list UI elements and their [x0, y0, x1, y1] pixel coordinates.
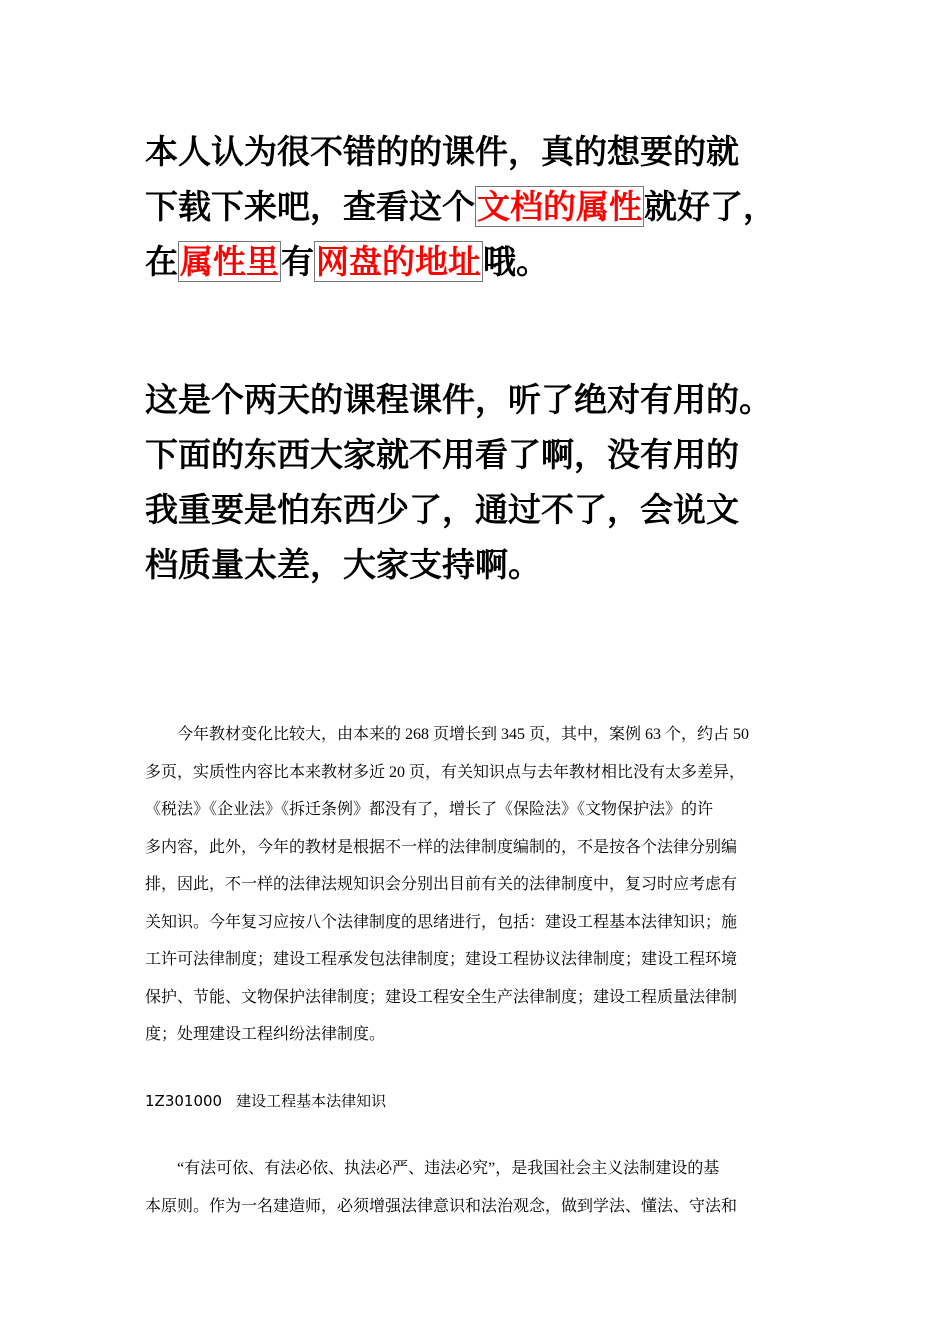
- paragraph-line: 工许可法律制度；建设工程承发包法律制度；建设工程协议法律制度；建设工程环境: [145, 951, 738, 968]
- section-code: 1Z301000: [145, 1092, 223, 1110]
- paragraph-line: 关知识。今年复习应按八个法律制度的思绪进行，包括：建设工程基本法律知识；施: [145, 913, 738, 931]
- paragraph-line: 多内容，此外，今年的教材是根据不一样的法律制度编制的，不是按各个法律分别编: [145, 838, 738, 856]
- intro-line-3: [145, 234, 845, 289]
- intro-line-3-text-a: 在: [145, 242, 178, 281]
- intro-line-3-text-c: 哦。: [483, 242, 549, 281]
- paragraph-line: 排，因此，不一样的法律法规知识会分别出目前有关的法律制度中，复习时应考虑有: [145, 876, 738, 893]
- paragraph-line: 今年教材变化比较大，由本来的 268 页增长到 345 页，其中，案例 63 个，约占 50: [177, 726, 750, 743]
- paragraph-line: “有法可依、有法必依、执法必严、违法必究”，是我国社会主义法制建设的基: [177, 1160, 720, 1177]
- intro-line-3-text-b: 有: [281, 242, 314, 281]
- section-heading: [145, 1090, 386, 1112]
- notice-line: 下面的东西大家就不用看了啊，没有用的: [145, 435, 739, 474]
- intro-line-2-text-b: 就好了，: [644, 187, 776, 226]
- course-notice: [145, 372, 845, 592]
- intro-line-2: [145, 179, 845, 234]
- paragraph-line: 保护、节能、文物保护法律制度；建设工程安全生产法律制度；建设工程质量法律制: [145, 988, 738, 1006]
- intro-line-2-text-a: 下载下来吧，查看这个: [145, 187, 475, 226]
- notice-line: 档质量太差，大家支持啊。: [145, 545, 541, 584]
- highlight-document-properties: 文档的属性: [477, 187, 642, 226]
- section-title: 建设工程基本法律知识: [236, 1092, 387, 1110]
- paragraph-line: 度；处理建设工程纠纷法律制度。: [145, 1026, 386, 1043]
- notice-line: 这是个两天的课程课件，听了绝对有用的。: [145, 380, 772, 419]
- intro-line-1: 本人认为很不错的的课件，真的想要的就: [145, 132, 739, 171]
- intro-notice: [145, 124, 845, 289]
- legal-principle-paragraph: [145, 1150, 810, 1225]
- highlight-in-properties: 属性里: [180, 242, 279, 281]
- paragraph-line: 多页，实质性内容比本来教材多近 20 页，有关知识点与去年教材相比没有太多差异，: [145, 763, 746, 781]
- textbook-changes-paragraph: [145, 716, 810, 1054]
- highlight-netdisk-address: 网盘的地址: [316, 242, 481, 281]
- paragraph-line: 《税法》《企业法》《拆迁条例》都没有了，增长了《保险法》《文物保护法》的许: [145, 801, 714, 818]
- notice-line: 我重要是怕东西少了，通过不了，会说文: [145, 490, 739, 529]
- paragraph-line: 本原则。作为一名建造师，必须增强法律意识和法治观念，做到学法、懂法、守法和: [145, 1197, 738, 1215]
